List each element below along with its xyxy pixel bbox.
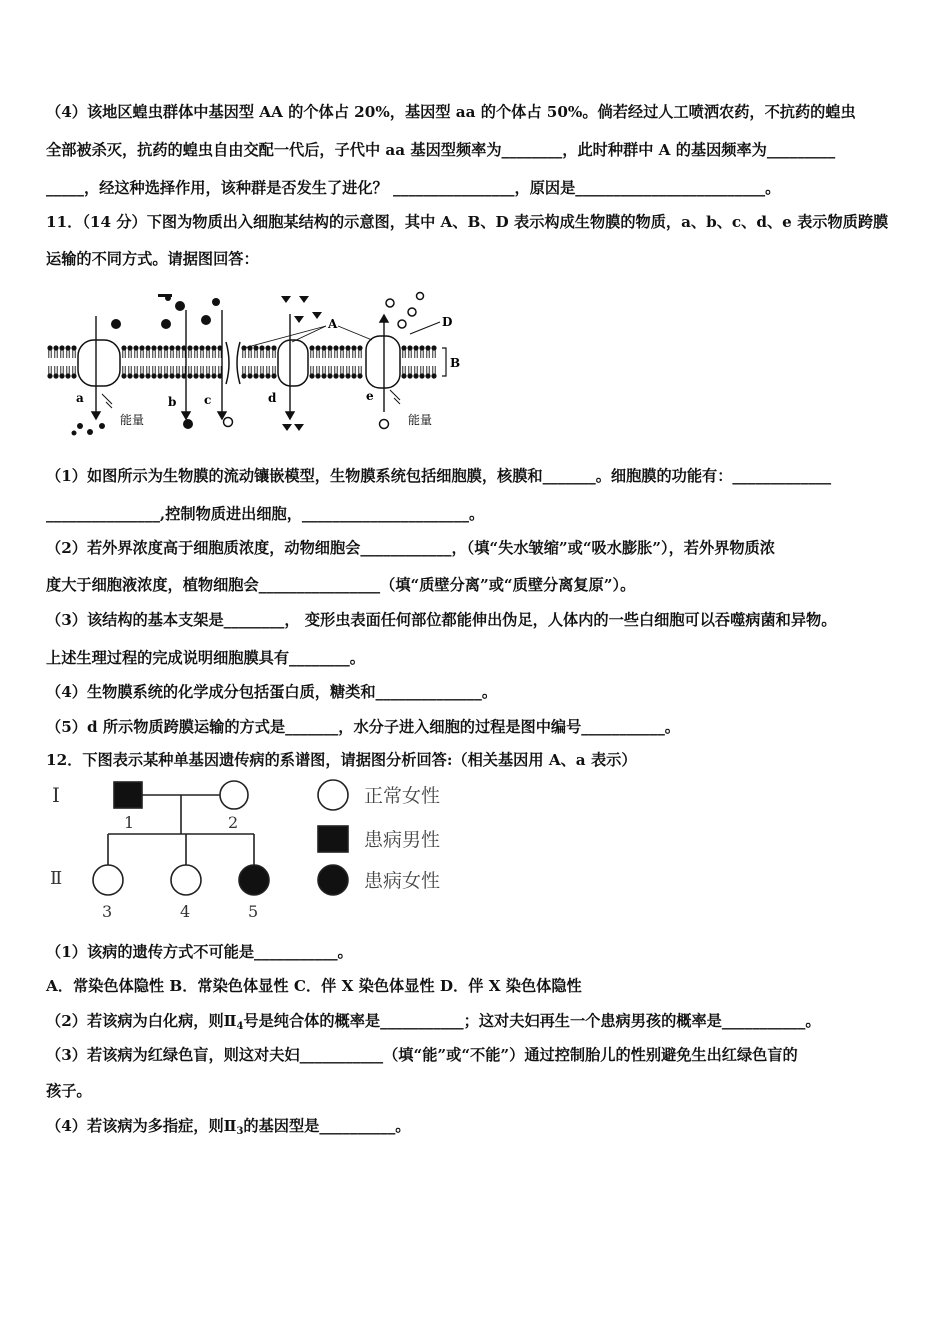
q12-part4 [46,1116,910,1142]
q12-part4-prefix: （4）若该病为多指症，则Ⅱ [46,1117,237,1135]
label-B: B [450,356,461,370]
q11-part2-line1: （2）若外界浓度高于细胞质浓度，动物细胞会____________，（填“失水皱缩”或“吸水膨胀”），若外界物质浓 [46,539,775,557]
q11-part4: （4）生物膜系统的化学成分包括蛋白质，糖类和______________。 [46,683,498,701]
q10-part4-line1: （4）该地区蝗虫群体中基因型 AA 的个体占 20%，基因型 aa 的个体占 50%。倘若经过人工喷洒农药，不抗药的蝗虫 [46,103,856,121]
label-e: e [366,389,374,403]
label-c: c [204,393,212,407]
individual-4-normal-female [171,865,201,895]
q12-part3-line2: 孩子。 [46,1082,92,1100]
membrane-diagram [44,290,474,440]
q11-part3-line2: 上述生理过程的完成说明细胞膜具有________。 [46,649,365,667]
legend-normal-female: 正常女性 [364,785,441,807]
q12-part2-subscript: 4 [236,1021,244,1032]
generation-I: I [52,783,60,807]
q12-options: A．常染色体隐性 B．常染色体显性 C．伴 X 染色体显性 D．伴 X 染色体隐性 [46,977,582,995]
energy-label-2: 能量 [408,413,433,427]
label-d: d [268,391,277,405]
q11-part1-line1: （1）如图所示为生物膜的流动镶嵌模型，生物膜系统包括细胞膜，核膜和_______。细胞膜的功能有：_____________ [46,467,832,485]
membrane-proteins [78,336,400,388]
number-2: 2 [228,813,239,832]
individual-1-affected-male [114,782,142,808]
pedigree-chart [44,776,474,924]
q11-part1-line2: _______________,控制物质进出细胞，______________________。 [46,505,485,523]
individual-5-affected-female [239,865,269,895]
q11-part5: （5）d 所示物质跨膜运输的方式是_______，水分子进入细胞的过程是图中编号___________。 [46,718,680,736]
q12-part1: （1）该病的遗传方式不可能是___________。 [46,943,353,961]
label-A: A [328,317,338,331]
number-1: 1 [124,813,135,832]
q12-part2-prefix: （2）若该病为白化病，则Ⅱ [46,1012,237,1030]
q11-part3-line1: （3）该结构的基本支架是________， 变形虫表面任何部位都能伸出伪足，人体内的一些白细胞可以吞噬病菌和异物。 [46,611,837,629]
q12-stem: 12．下图表示某种单基因遗传病的系谱图，请据图分析回答:（相关基因用 A、a 表示） [46,751,637,769]
q10-part4-line2: 全部被杀灭，抗药的蝗虫自由交配一代后，子代中 aa 基因型频率为________，此时种群中 A 的基因频率为_________ [46,141,836,159]
q12-part4-suffix: 的基因型是__________。 [243,1117,411,1135]
number-3: 3 [102,902,113,921]
number-4: 4 [180,902,191,921]
q12-part2-suffix: 号是纯合体的概率是___________；这对夫妇再生一个患病男孩的概率是___________。 [243,1012,821,1030]
q12-part3-line1: （3）若该病为红绿色盲，则这对夫妇___________（填“能”或“不能”）通过控制胎儿的性别避免生出红绿色盲的 [46,1046,798,1064]
generation-II: Ⅱ [50,868,63,889]
q12-part4-subscript: 3 [236,1126,244,1137]
legend-affected-male: 患病男性 [364,829,441,851]
energy-label-1: 能量 [120,413,145,427]
label-D: D [442,315,453,329]
number-5: 5 [248,902,259,921]
q12-part2 [46,1011,910,1037]
label-a: a [76,391,84,405]
q11-stem-line1: 11．（14 分）下图为物质出入细胞某结构的示意图，其中 A、B、D 表示构成生物膜的物质，a、b、c、d、e 表示物质跨膜 [46,213,889,231]
label-b: b [168,395,177,409]
individual-2-normal-female [220,781,248,809]
legend-affected-female: 患病女性 [364,870,441,892]
pedigree-legend [318,780,348,895]
individual-3-normal-female [93,865,123,895]
q11-stem-line2: 运输的不同方式。请据图回答： [46,250,259,268]
q10-part4-line3: _____，经这种选择作用，该种群是否发生了进化？ ________________，原因是_________________________。 [46,179,781,197]
q11-part2-line2: 度大于细胞液浓度，植物细胞会________________（填“质壁分离”或“质壁分离复原”）。 [46,576,636,594]
